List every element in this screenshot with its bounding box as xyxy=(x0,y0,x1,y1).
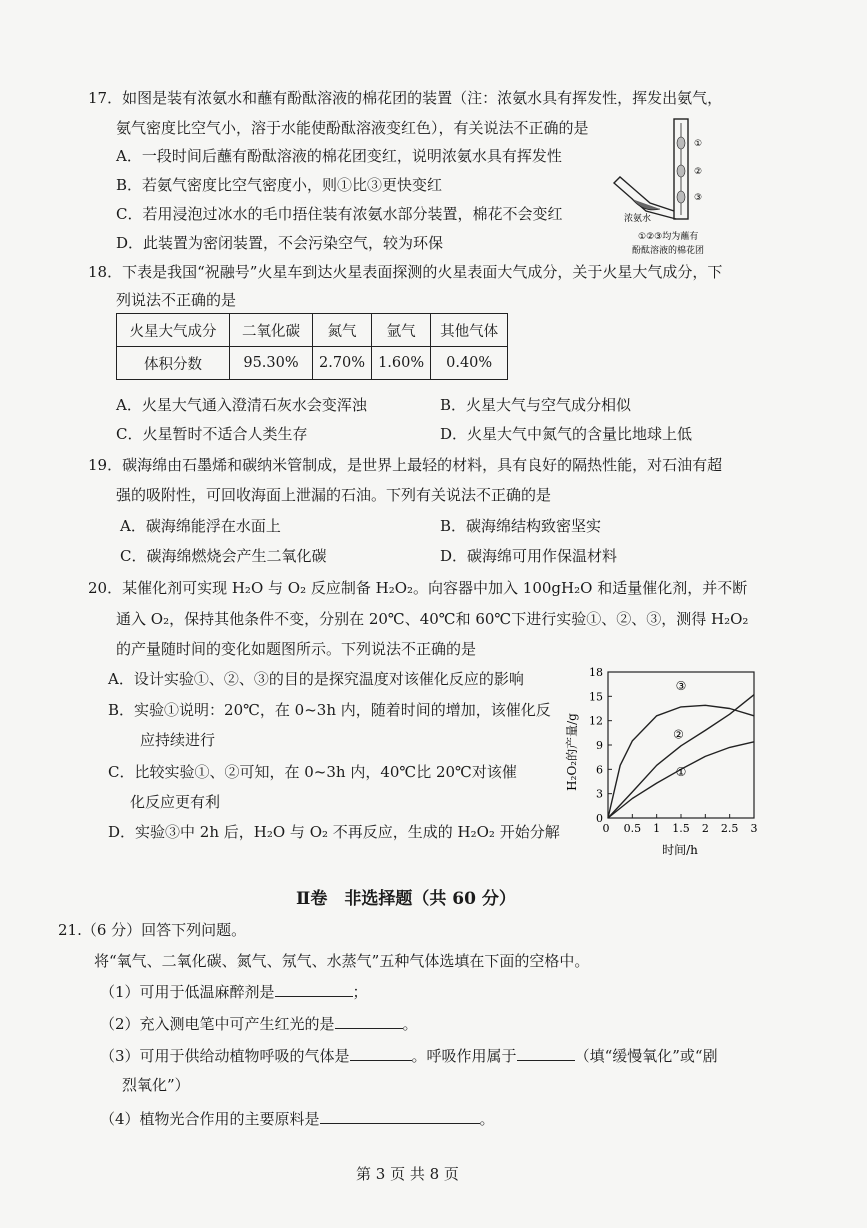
q19-option-d: D．碳海绵可用作保温材料 xyxy=(440,547,618,565)
page-footer: 第 3 页 共 8 页 xyxy=(356,1165,459,1183)
table-header-cell: 二氧化碳 xyxy=(230,314,313,347)
q21-stem: 21.（6 分）回答下列问题。 xyxy=(58,921,247,939)
chart-y-axis-label: H₂O₂的产量/g xyxy=(565,713,579,791)
q21-intro: 将“氧气、二氧化碳、氮气、氖气、水蒸气”五种气体选填在下面的空格中。 xyxy=(94,952,590,970)
q17-stem-line1: 17．如图是装有浓氨水和蘸有酚酞溶液的棉花团的装置（注：浓氨水具有挥发性，挥发出氨气， xyxy=(88,89,723,107)
series-label-3: ③ xyxy=(675,678,687,693)
h2o2-yield-chart xyxy=(560,660,765,860)
mars-atmosphere-table xyxy=(116,313,508,380)
q18-option-d: D．火星大气中氮气的含量比地球上低 xyxy=(440,425,693,443)
x-tick-label: 2 xyxy=(701,822,709,835)
q20-option-c-line1: C．比较实验①、②可知，在 0~3h 内，40℃比 20℃对该催 xyxy=(108,763,517,781)
answer-blank[interactable] xyxy=(335,1014,403,1029)
answer-blank[interactable] xyxy=(517,1046,575,1061)
q21-part-3 xyxy=(100,1046,718,1066)
x-tick-label: 0.5 xyxy=(623,822,642,835)
table-cell: 2.70% xyxy=(313,347,372,380)
table-header-cell: 其他气体 xyxy=(431,314,508,347)
q17-option-c: C．若用浸泡过冰水的毛巾捂住装有浓氨水部分装置，棉花不会变红 xyxy=(116,205,563,223)
q17-caption-line1: ①②③均为蘸有 xyxy=(638,232,699,242)
y-tick-label: 0 xyxy=(596,812,603,825)
answer-blank[interactable] xyxy=(320,1109,480,1124)
chart-x-axis-label: 时间/h xyxy=(662,843,698,857)
q17-option-b: B．若氨气密度比空气密度小，则①比③更快变红 xyxy=(116,176,443,194)
q19-option-b: B．碳海绵结构致密坚实 xyxy=(440,517,602,535)
q18-option-b: B．火星大气与空气成分相似 xyxy=(440,396,632,414)
q17-apparatus-figure xyxy=(610,115,725,260)
q19-stem-line2: 强的吸附性，可回收海面上泄漏的石油。下列有关说法不正确的是 xyxy=(116,486,552,504)
table-cell: 0.40% xyxy=(431,347,508,380)
q17-bottle-label: 浓氨水 xyxy=(624,214,652,224)
q21-part-1-text: （1）可用于低温麻醉剂是 xyxy=(100,983,275,1001)
x-tick-label: 3 xyxy=(750,822,758,835)
table-header-cell: 氮气 xyxy=(313,314,372,347)
q18-stem-line1: 18．下表是我国“祝融号”火星车到达火星表面探测的火星表面大气成分，关于火星大气成分，下 xyxy=(88,263,723,281)
q21-part-3-end: （填“缓慢氧化”或“剧 xyxy=(574,1047,718,1065)
y-tick-label: 9 xyxy=(596,739,603,752)
q21-part-2-text: （2）充入测电笔中可产生红光的是 xyxy=(100,1015,335,1033)
table-row xyxy=(117,347,508,380)
table-header-cell: 氩气 xyxy=(372,314,431,347)
q20-option-b-line2: 应持续进行 xyxy=(140,731,216,749)
q21-part-4 xyxy=(100,1109,495,1129)
q20-stem-line1: 20．某催化剂可实现 H₂O 与 O₂ 反应制备 H₂O₂。向容器中加入 100gH₂O 和适量催化剂，并不断 xyxy=(88,579,748,597)
y-tick-label: 15 xyxy=(589,690,603,704)
q17-marker-2: ② xyxy=(694,167,703,177)
x-tick-label: 0 xyxy=(602,822,610,835)
series-label-2: ② xyxy=(673,727,684,742)
q21-part-3-text: （3）可用于供给动植物呼吸的气体是 xyxy=(100,1047,350,1065)
q21-part-4-end: 。 xyxy=(479,1110,495,1128)
q20-option-b-line1: B．实验①说明：20℃，在 0~3h 内，随着时间的增加，该催化反 xyxy=(108,701,551,719)
q19-stem-line1: 19．碳海绵由石墨烯和碳纳米管制成，是世界上最轻的材料，具有良好的隔热性能，对石油有超 xyxy=(88,456,723,474)
q20-stem-line2: 通入 O₂，保持其他条件不变，分别在 20℃、40℃和 60℃下进行实验①、②、③，测得 H₂O₂ xyxy=(116,610,749,628)
table-cell: 1.60% xyxy=(372,347,431,380)
table-header-cell: 火星大气成分 xyxy=(117,314,230,347)
q21-part-1-end: ； xyxy=(352,983,368,1001)
x-tick-label: 1 xyxy=(653,822,661,835)
q20-option-a: A．设计实验①、②、③的目的是探究温度对该催化反应的影响 xyxy=(108,670,524,688)
y-tick-label: 12 xyxy=(589,714,603,728)
q17-caption-line2: 酚酞溶液的棉花团 xyxy=(632,246,705,256)
table-cell: 体积分数 xyxy=(117,347,230,380)
q18-stem-line2: 列说法不正确的是 xyxy=(116,291,237,309)
q17-option-d: D．此装置为密闭装置，不会污染空气，较为环保 xyxy=(116,234,444,252)
q21-part-3-mid: 。呼吸作用属于 xyxy=(411,1047,517,1065)
series-line-2 xyxy=(608,695,754,818)
q18-option-c: C．火星暂时不适合人类生存 xyxy=(116,425,308,443)
q21-part-4-text: （4）植物光合作用的主要原料是 xyxy=(100,1110,320,1128)
y-tick-label: 3 xyxy=(596,787,603,801)
q21-part-2-end: 。 xyxy=(402,1015,418,1033)
y-tick-label: 18 xyxy=(589,666,603,679)
q19-option-a: A．碳海绵能浮在水面上 xyxy=(120,517,281,535)
q21-part-3-continuation: 烈氧化”） xyxy=(122,1076,190,1094)
q17-marker-1: ① xyxy=(694,139,703,149)
q21-part-1 xyxy=(100,982,368,1002)
section-ii-title: Ⅱ卷 非选择题（共 60 分） xyxy=(296,889,516,909)
q17-option-a: A．一段时间后蘸有酚酞溶液的棉花团变红，说明浓氨水具有挥发性 xyxy=(116,147,562,165)
series-label-1: ① xyxy=(675,764,687,779)
series-line-1 xyxy=(608,742,754,818)
table-header-row xyxy=(117,314,508,347)
table-cell: 95.30% xyxy=(230,347,313,380)
chart-series xyxy=(608,679,754,818)
q20-option-d: D．实验③中 2h 后，H₂O 与 O₂ 不再反应，生成的 H₂O₂ 开始分解 xyxy=(108,823,560,841)
q17-stem-line2: 氨气密度比空气小，溶于水能使酚酞溶液变红色），有关说法不正确的是 xyxy=(116,119,589,137)
q21-part-2 xyxy=(100,1014,418,1034)
q20-option-c-line2: 化反应更有利 xyxy=(130,793,221,811)
x-tick-label: 2.5 xyxy=(720,822,739,835)
answer-blank[interactable] xyxy=(350,1046,412,1061)
q17-marker-3: ③ xyxy=(694,193,703,203)
y-tick-label: 6 xyxy=(596,763,603,777)
q18-option-a: A．火星大气通入澄清石灰水会变浑浊 xyxy=(116,396,367,414)
q19-option-c: C．碳海绵燃烧会产生二氧化碳 xyxy=(120,547,327,565)
answer-blank[interactable] xyxy=(275,982,353,997)
x-tick-label: 1.5 xyxy=(672,822,690,835)
q20-stem-line3: 的产量随时间的变化如题图所示。下列说法不正确的是 xyxy=(116,640,477,658)
chart-ticks xyxy=(589,666,758,835)
